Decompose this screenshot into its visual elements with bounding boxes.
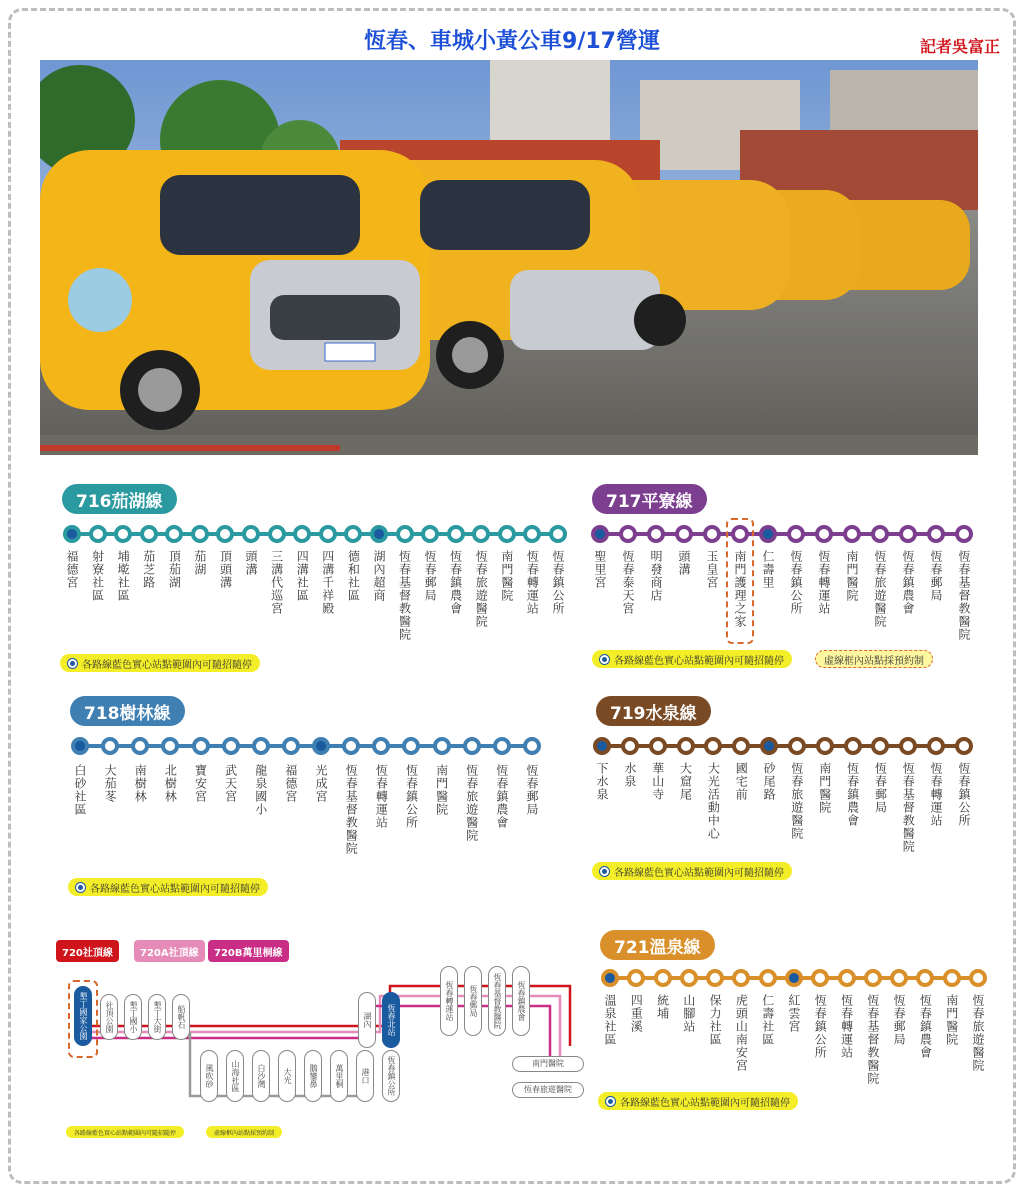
route-721-badge: 721溫泉線 [600,930,715,960]
r717-stop-marker [815,525,833,543]
r716-stop-marker [447,525,465,543]
r716-stop-label: 四溝千祥殿 [320,550,335,615]
route-720-stop: 山海社區 [226,1050,244,1102]
route-720-stop: 恆春北站 [382,992,400,1048]
r716-stop-label: 頂茄湖 [167,550,182,589]
r721-stop-marker [838,969,856,987]
r717-stop-label: 恆春鎮公所 [789,550,803,615]
hub-dot-icon [600,655,609,664]
route-720-stop: 湖內 [358,992,376,1048]
r716-stop-label: 頭溝 [244,550,259,576]
route-720-stop: 萬里桐 [330,1050,348,1102]
r721-stop-label: 統埔 [655,994,670,1020]
r719-stop-label: 大窟尾 [678,762,693,801]
r716-stop-label: 恆春鎮農會 [448,550,463,615]
r718-stop-label: 福德宮 [283,764,298,803]
r717-stop-marker [899,525,917,543]
r716-stop-label: 恆春旅遊醫院 [474,550,489,628]
r716-stop-label: 湖內超商 [371,550,386,602]
r718-stop-label: 龍泉國小 [253,764,268,816]
r716-stop-marker [549,525,567,543]
r717-stop-label: 頭溝 [677,550,691,576]
r717-stop-label: 恆春鎮農會 [901,550,915,615]
r718-stop-marker [493,737,511,755]
r716-stop-label: 茄湖 [192,550,207,576]
r717-reservation-box [726,518,754,644]
route-719-badge: 719水泉線 [596,696,711,726]
r718-stop-label: 寶安宮 [193,764,208,803]
route-720-dashed-note [206,1126,282,1138]
r717-stop-label: 仁壽里 [761,550,775,589]
route-720-badge: 720社頂線 [56,940,119,962]
r718-stop-label: 恆春郵局 [525,764,539,816]
r718-stop-label: 大茄苳 [103,764,118,803]
route-721-note [598,1092,798,1110]
route-720b-badge: 720B萬里桐線 [208,940,289,962]
r719-stop-marker [593,737,611,755]
r716-stop-marker [268,525,286,543]
route-720-stop: 白沙灣 [252,1050,270,1102]
route-720a-badge: 720A社頂線 [134,940,205,962]
r718-stop-marker [192,737,210,755]
r716-stop-label: 福德宮 [65,550,79,589]
r716-stop-label: 埔墘社區 [116,550,131,602]
r716-stop-label: 射寮社區 [90,550,105,602]
r716-stop-label: 三溝代巡宮 [269,550,284,615]
r721-stop-label: 四重溪 [629,994,644,1033]
route-716-badge: 716茄湖線 [62,484,177,514]
r717-stop-marker [675,525,693,543]
r716-stop-label: 恆春郵局 [423,550,438,602]
route-717-note [592,650,792,668]
r721-stop-marker [680,969,698,987]
r716-stop-marker [63,525,81,543]
r717-stop-marker [787,525,805,543]
r718-stop-label: 恆春轉運站 [374,764,389,829]
r718-stop-label: 恆春鎮公所 [404,764,419,829]
r718-stop-marker [433,737,451,755]
route-721-note-text: 各路線藍色實心站點範圍內可隨招隨停 [620,1097,790,1109]
hub-dot-icon [606,1097,615,1106]
route-718-note [68,878,268,896]
route-720-stop: 南門醫院 [512,1056,584,1072]
r721-stop-label: 恆春鎮公所 [813,994,828,1059]
route-720-stop: 港口 [356,1050,374,1102]
r717-stop-marker [591,525,609,543]
reporter-credit: 記者吳富正 [919,37,1000,56]
r716-stop-label: 恆春轉運站 [525,550,540,615]
route-720-reservation-box [68,980,98,1058]
r718-stop-label: 光成宮 [314,764,329,803]
route-718-badge: 718樹林線 [70,696,185,726]
route-720-stop: 恆春轉運站 [440,966,458,1036]
r717-stop-marker [955,525,973,543]
r717-stop-label: 南門護理之家 [733,550,747,628]
r719-stop-marker [760,737,778,755]
hub-dot-icon [76,883,85,892]
r721-stop-label: 保力社區 [708,994,723,1046]
r719-stop-marker [621,737,639,755]
r719-stop-label: 南門醫院 [817,762,832,814]
r716-stop-marker [498,525,516,543]
route-717-dashed-note-text: 虛線框內站點採預約制 [824,655,924,667]
route-720-stop: 風吹砂 [200,1050,218,1102]
route-720-note [66,1126,184,1138]
r718-stop-marker [222,737,240,755]
r716-stop-marker [319,525,337,543]
route-717-badge: 717平寮線 [592,484,707,514]
r719-stop-label: 恆春鎮公所 [957,762,971,827]
r716-stop-label: 茄芝路 [141,550,156,589]
r718-stop-label: 南樹林 [133,764,148,803]
r716-stop-marker [370,525,388,543]
r719-stop-marker [955,737,973,755]
route-720-stop: 船帆石 [172,994,190,1040]
r719-stop-label: 恆春旅遊醫院 [789,762,804,840]
r718-stop-label: 北樹林 [163,764,178,803]
route-719-note [592,862,792,880]
r716-stop-label: 德和社區 [346,550,361,602]
r717-stop-marker [843,525,861,543]
r721-stop-label: 虎頭山南安宮 [734,994,749,1072]
r716-stop-marker [89,525,107,543]
r717-stop-marker [619,525,637,543]
route-720-dashed-note-text: 虛線框內站點採預約制 [214,1129,275,1137]
r721-stop-label: 恆春鎮農會 [918,994,933,1059]
r718-stop-label: 白砂社區 [73,764,87,816]
route-720-stop: 墾丁大街 [148,994,166,1040]
r718-stop-label: 恆春旅遊醫院 [464,764,479,842]
route-720-stop: 恆春鎮農會 [512,966,530,1036]
route-720-stop: 社頂公園 [100,994,118,1040]
r718-stop-marker [282,737,300,755]
r721-stop-label: 南門醫院 [944,994,959,1046]
r718-stop-label: 南門醫院 [434,764,449,816]
r717-stop-marker [647,525,665,543]
photo-yellow-vans [40,60,978,455]
r718-stop-marker [252,737,270,755]
r719-stop-marker [844,737,862,755]
page-title: 恆春、車城小黃公車9/17營運 [364,29,660,54]
r719-stop-marker [677,737,695,755]
r721-stop-label: 仁壽社區 [760,994,775,1046]
route-720-stop: 鵝鑾鼻 [304,1050,322,1102]
r718-stop-label: 恆春鎮農會 [494,764,509,829]
r721-stop-label: 恆春郵局 [892,994,907,1046]
r716-stop-label: 恆春基督教醫院 [397,550,412,641]
route-716-note-text: 各路線藍色實心站點範圍內可隨招隨停 [82,659,252,671]
r716-stop-marker [242,525,260,543]
r716-stop-marker [191,525,209,543]
r721-stop-marker [943,969,961,987]
r719-stop-label: 下水泉 [595,762,609,801]
r719-stop-label: 恆春鎮農會 [845,762,860,827]
hub-dot-icon [600,867,609,876]
r719-stop-label: 恆春轉運站 [929,762,944,827]
route-720-stop: 恆春鎮公所 [382,1050,400,1102]
r717-stop-label: 恆春郵局 [929,550,943,602]
route-716-note [60,654,260,672]
r716-stop-label: 南門醫院 [499,550,514,602]
route-720-stop: 恆春旅遊醫院 [512,1082,584,1098]
route-720-note-text: 各路線藍色實心站點範圍內可隨招隨停 [74,1129,177,1137]
route-717-dashed-note [815,650,933,668]
r721-stop-label: 恆春旅遊醫院 [971,994,985,1072]
route-720-stop: 恆春郵局 [464,966,482,1036]
r721-stop-marker [785,969,803,987]
r721-stop-label: 溫泉社區 [603,994,617,1046]
r716-stop-marker [396,525,414,543]
route-720-stop: 墾丁國小 [124,994,142,1040]
hub-dot-icon [68,659,77,668]
r716-stop-label: 四溝社區 [295,550,310,602]
r717-stop-label: 恆春泰天宮 [621,550,635,615]
r721-stop-marker [601,969,619,987]
r717-stop-label: 聖里宮 [593,550,607,589]
route-720-stop: 墾丁國家公園 [74,986,92,1046]
r717-stop-label: 南門醫院 [845,550,859,602]
r719-stop-label: 恆春基督教醫院 [901,762,916,853]
r716-stop-label: 恆春鎮公所 [551,550,565,615]
r716-stop-marker [421,525,439,543]
r717-stop-marker [759,525,777,543]
photo-illustration [40,60,978,455]
r721-stop-label: 紅雲宮 [787,994,801,1033]
r719-stop-label: 國宅前 [734,762,749,801]
route-720-stop: 恆春基督教醫院 [488,966,506,1036]
r719-stop-label: 恆春郵局 [873,762,888,814]
r721-stop-marker [654,969,672,987]
r719-stop-marker [816,737,834,755]
r721-stop-label: 恆春基督教醫院 [865,994,880,1085]
r721-stop-label: 山腳站 [681,994,696,1033]
r721-stop-marker [759,969,777,987]
r719-stop-label: 水泉 [622,762,637,788]
r719-stop-marker [649,737,667,755]
r717-stop-marker [703,525,721,543]
r716-stop-marker [140,525,158,543]
r717-stop-label: 明發商店 [649,550,663,602]
r717-stop-label: 恆春轉運站 [817,550,831,615]
r718-stop-marker [71,737,89,755]
r718-stop-marker [523,737,541,755]
route-720-stop: 大光 [278,1050,296,1102]
r721-stop-marker [969,969,987,987]
r719-stop-marker [788,737,806,755]
r718-stop-marker [463,737,481,755]
r719-stop-label: 華山寺 [650,762,665,801]
r721-stop-label: 恆春轉運站 [839,994,854,1059]
r718-stop-marker [101,737,119,755]
r719-stop-label: 大光活動中心 [706,762,721,840]
r719-stop-label: 砂尾路 [762,762,777,801]
r718-stop-label: 恆春基督教醫院 [344,764,359,855]
r721-stop-marker [864,969,882,987]
r717-stop-marker [927,525,945,543]
r717-stop-label: 恆春基督教醫院 [957,550,971,641]
r717-stop-label: 恆春旅遊醫院 [873,550,887,628]
route-718-note-text: 各路線藍色實心站點範圍內可隨招隨停 [90,883,260,895]
route-719-note-text: 各路線藍色實心站點範圍內可隨招隨停 [614,867,784,879]
route-717-note-text: 各路線藍色實心站點範圍內可隨招隨停 [614,655,784,667]
r717-stop-marker [871,525,889,543]
r716-stop-label: 頂頭溝 [218,550,233,589]
r717-stop-label: 玉皇宮 [705,550,719,589]
r718-stop-marker [312,737,330,755]
r718-stop-label: 武天宮 [223,764,238,803]
